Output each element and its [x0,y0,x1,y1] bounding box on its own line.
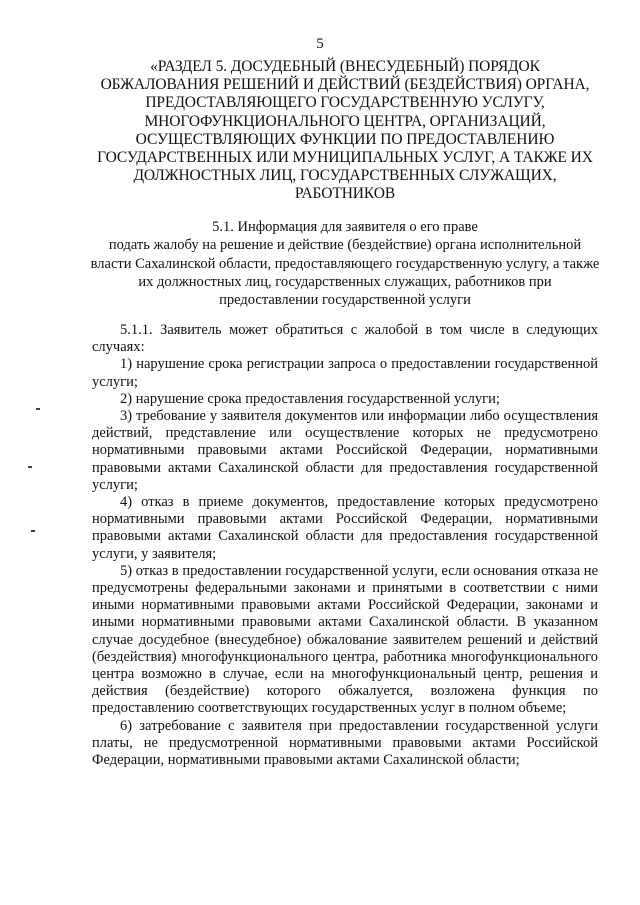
list-item-2: 2) нарушение срока предоставления государственной услуги; [120,390,500,407]
subsection-text: подать жалобу на решение и действие (бездействие) органа исполнительной власти Сахалинской области, предоставляющего государственную услугу, а также их должностных лиц, государственных служащих, работников при предоставлении государственной услуги [90,237,600,309]
body-text [92,322,598,769]
scan-speck [31,530,35,532]
subsection-heading [90,218,600,309]
list-item-6: 6) затребование с заявителя при предоставлении государственной услуги платы, не предусмотренной нормативными правовыми актами Российской Федерации, нормативными правовыми актами Сахалинской области; [92,717,598,769]
list-item-4: 4) отказ в приеме документов, предоставление которых предусмотрено нормативными правовыми актами Российской Федерации, нормативными правовыми актами Сахалинской области для предоставления государственной услуги, у заявителя; [92,494,598,562]
section-title: «РАЗДЕЛ 5. ДОСУДЕБНЫЙ (ВНЕСУДЕБНЫЙ) ПОРЯДОК ОБЖАЛОВАНИЯ РЕШЕНИЙ И ДЕЙСТВИЙ (БЕЗДЕЙСТВИЯ) ОРГАНА, ПРЕДОСТАВЛЯЮЩЕГО ГОСУДАРСТВЕННУЮ УСЛУГУ, МНОГОФУНКЦИОНАЛЬНОГО ЦЕНТРА, ОРГАНИЗАЦИЙ, ОСУЩЕСТВЛЯЮЩИХ ФУНКЦИИ ПО ПРЕДОСТАВЛЕНИЮ ГОСУДАРСТВЕННЫХ ИЛИ МУНИЦИПАЛЬНЫХ УСЛУГ, А ТАКЖЕ ИХ ДОЛЖНОСТНЫХ ЛИЦ, ГОСУДАРСТВЕННЫХ СЛУЖАЩИХ, РАБОТНИКОВ [97,58,593,203]
list-item-5: 5) отказ в предоставлении государственной услуги, если основания отказа не предусмотрены федеральными законами и принятыми в соответствии с ними иными нормативными правовыми актами Российской Федерации, законами и иными нормативными правовыми актами Сахалинской области. В указанном случае досудебное (внесудебное) обжалование заявителем решений и действий (бездействия) многофункционального центра, работника многофункционального центра возможно в случае, если на многофункциональный центр, решения и действия (бездействие) которого обжалуется, возложена функция по предоставлению соответствующих государственных услуг в полном объеме; [92,562,598,717]
scan-speck [28,466,32,468]
paragraph-5-1-1: 5.1.1. Заявитель может обратиться с жалобой в том числе в следующих случаях: [92,322,598,356]
scan-speck [36,408,40,410]
subsection-number-line: 5.1. Информация для заявителя о его праве [212,219,478,235]
list-item-3: 3) требование у заявителя документов или информации либо осуществления действий, представление или осуществление которых не предусмотрено нормативными правовыми актами Российской Федерации, нормативными правовыми актами Сахалинской области для предоставления государственной услуги; [92,408,598,493]
list-item-1: 1) нарушение срока регистрации запроса о предоставлении государственной услуги; [92,356,598,390]
page-number: 5 [316,36,324,52]
